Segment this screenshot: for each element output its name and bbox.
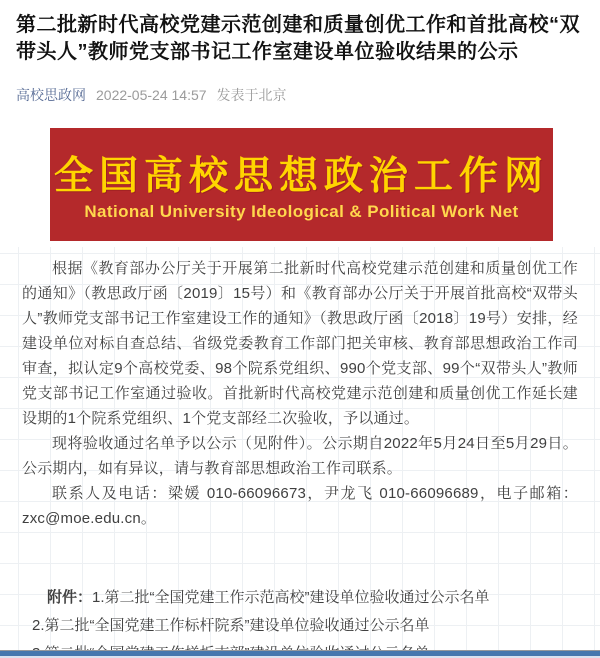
page-title: 第二批新时代高校党建示范创建和质量创优工作和首批高校“双带头人”教师党支部书记工作室建设单位验收结果的公示	[16, 14, 580, 63]
paragraph-publicity-period: 现将验收通过名单予以公示（见附件）。公示期自2022年5月24日至5月29日。公示期内，如有异议，请与教育部思想政治工作司联系。	[22, 435, 578, 477]
cutoff-table-top-edge	[0, 650, 600, 658]
site-banner-image	[50, 128, 553, 241]
attachment-item	[22, 584, 578, 612]
article-meta	[16, 86, 576, 104]
publish-time: 2022-05-24 14:57	[96, 87, 207, 103]
banner-title-chinese: 全国高校思想政治工作网	[53, 152, 549, 199]
announcement-body	[0, 247, 600, 658]
banner-title-english: National University Ideological & Political Work Net	[84, 201, 519, 221]
attachment-item	[22, 612, 578, 640]
attachments-list	[22, 584, 578, 658]
account-name-link[interactable]: 高校思政网	[16, 87, 86, 103]
attachments-label: 附件：	[47, 589, 93, 606]
attachment-2-title: 2.第二批“全国党建工作标杆院系”建设单位验收通过公示名单	[32, 617, 430, 634]
attachment-1-title: 1.第二批“全国党建工作示范高校”建设单位验收通过公示名单	[92, 589, 490, 606]
paragraph-contact-info: 联系人及电话：梁媛 010-66096673，尹龙飞 010-66096689，电子邮箱：zxc@moe.edu.cn。	[22, 485, 578, 527]
publish-location: 发表于北京	[216, 87, 287, 103]
paragraph-basis: 根据《教育部办公厅关于开展第二批新时代高校党建示范创建和质量创优工作的通知》（教思政厅函〔2019〕15号）和《教育部办公厅关于开展首批高校“双带头人”教师党支部书记工作室建设工作的通知》（教思政厅函〔2018〕19号）安排，经建设单位对标自查总结、省级党委教育工作部门把关审核、教育部思想政治工作司审查，拟认定9个高校党委、98个院系党组织、990个党支部、99个“双带头人”教师党支部书记工作室通过验收。首批新时代高校党建示范创建和质量创优工作延长建设期的1个院系党组织、1个党支部经二次验收，予以通过。	[22, 260, 578, 427]
